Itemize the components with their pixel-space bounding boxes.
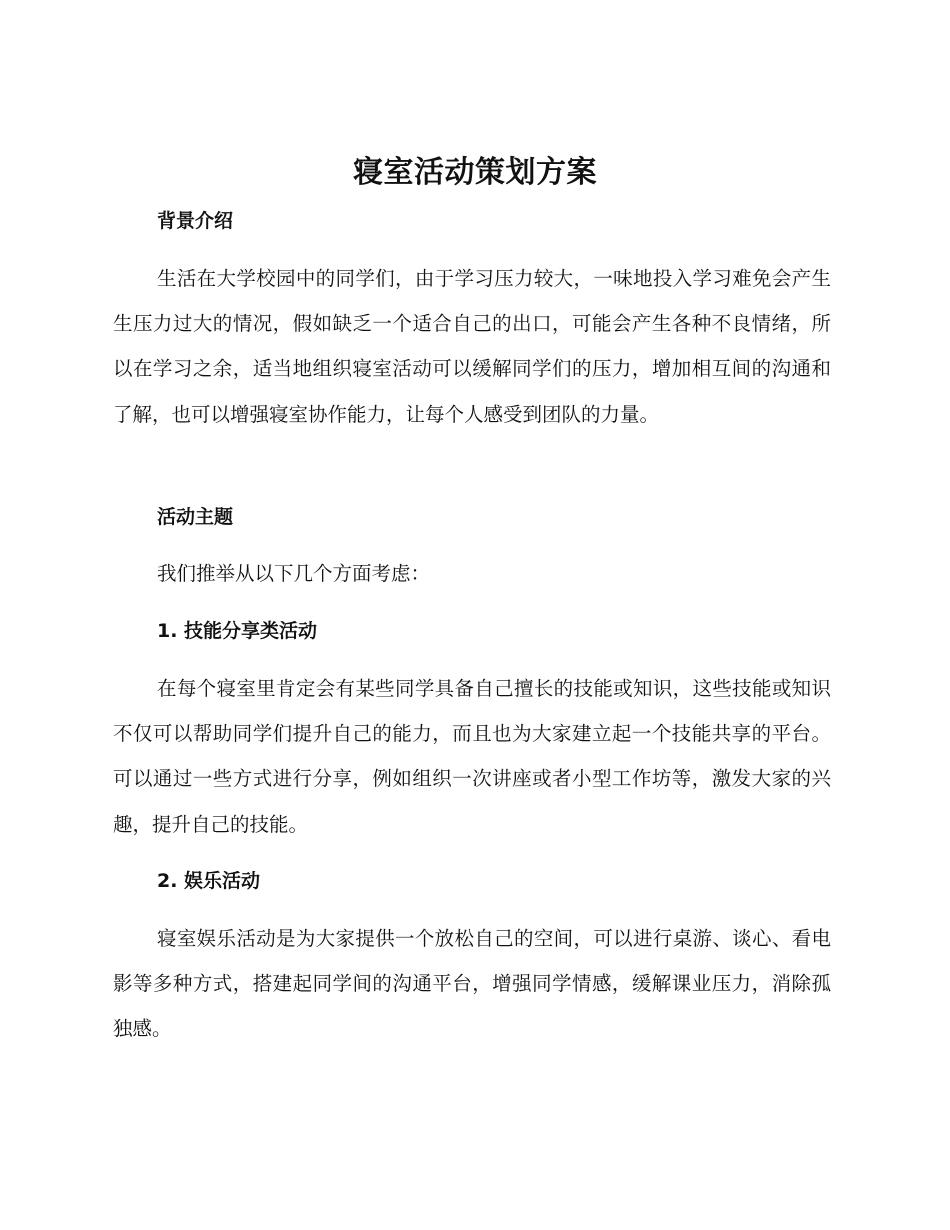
section-heading-entertainment: 2. 娱乐活动: [157, 870, 261, 892]
skill-sharing-paragraph: 在每个寝室里肯定会有某些同学具备自己擅长的技能或知识，这些技能或知识不仅可以帮助同学们提升自己的能力，而且也为大家建立起一个技能共享的平台。可以通过一些方式进行分享，例如组织一次讲座或者小型工作坊等，激发大家的兴趣，提升自己的技能。: [113, 677, 831, 836]
entertainment-paragraph: 寝室娱乐活动是为大家提供一个放松自己的空间，可以进行桌游、谈心、看电影等多种方式，搭建起同学间的沟通平台，增强同学情感，缓解课业压力，消除孤独感。: [113, 927, 831, 1041]
section-heading-skill-sharing: 1. 技能分享类活动: [157, 620, 318, 642]
document-title: 寝室活动策划方案: [353, 155, 597, 190]
section-heading-background: 背景介绍: [157, 210, 234, 232]
background-paragraph: 生活在大学校园中的同学们，由于学习压力较大，一味地投入学习难免会产生生压力过大的情况，假如缺乏一个适合自己的出口，可能会产生各种不良情绪，所以在学习之余，适当地组织寝室活动可以缓解同学们的压力，增加相互间的沟通和了解，也可以增强寝室协作能力，让每个人感受到团队的力量。: [113, 267, 831, 426]
theme-intro: 我们推举从以下几个方面考虑：: [157, 562, 431, 585]
section-heading-theme: 活动主题: [157, 506, 234, 528]
